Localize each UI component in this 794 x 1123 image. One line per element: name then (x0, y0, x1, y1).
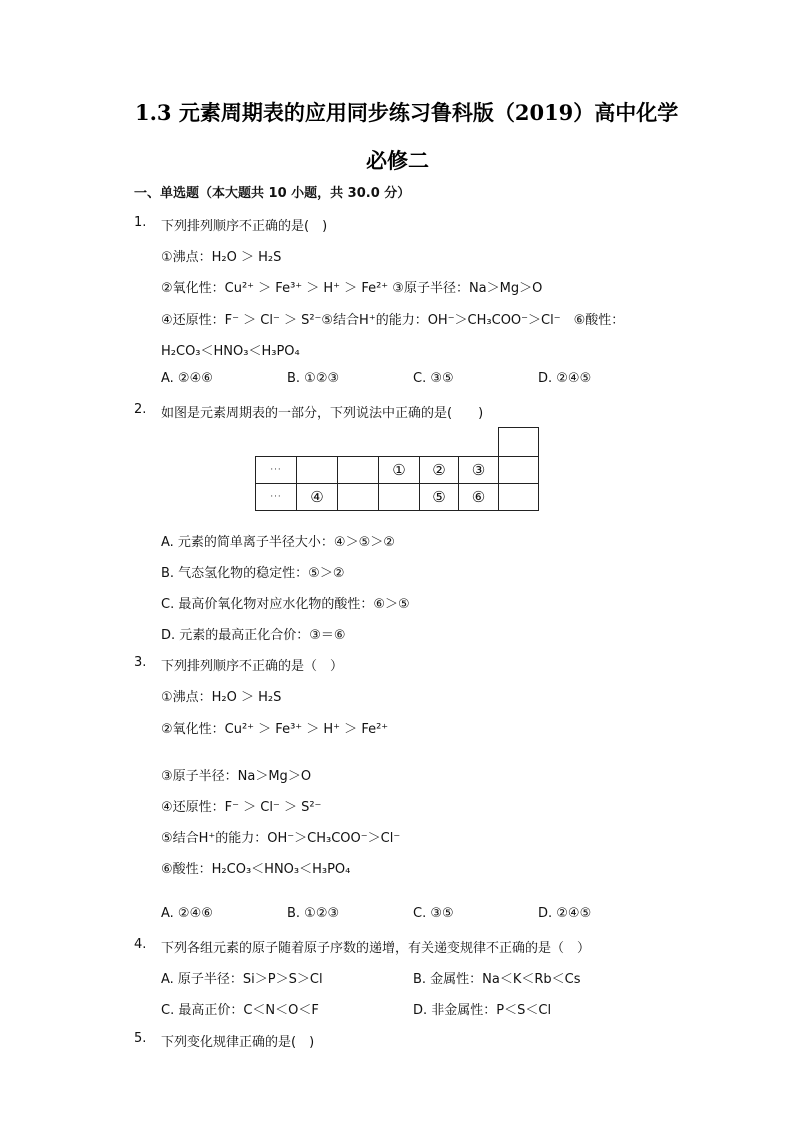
question-stem: 下列排列顺序不正确的是（ ） (161, 659, 344, 674)
periodic-table-fragment (255, 427, 539, 511)
document-title-line1: 1.3 元素周期表的应用同步练习鲁科版（2019）高中化学 (135, 100, 679, 125)
table-cell-empty (498, 456, 539, 484)
question-number: 4. (134, 937, 147, 952)
table-cell-empty (498, 483, 539, 511)
table-cell-ellipsis: ··· (255, 456, 297, 484)
option-c[interactable]: C. ③⑤ (413, 906, 454, 921)
statement-line: ⑥酸性：H₂CO₃＜HNO₃＜H₃PO₄ (161, 862, 351, 877)
table-cell-element-4: ④ (296, 483, 338, 511)
question-stem: 下列变化规律正确的是( ) (161, 1035, 315, 1050)
statement-line: ②氧化性：Cu²⁺ ＞ Fe³⁺ ＞ H⁺ ＞ Fe²⁺ ③原子半径：Na＞Mg＞O (161, 281, 543, 296)
question-stem: 下列排列顺序不正确的是( ) (161, 219, 328, 234)
option-b[interactable]: B. ①②③ (287, 371, 340, 386)
table-cell-empty (498, 427, 539, 457)
table-cell-element-5: ⑤ (419, 483, 459, 511)
option-c[interactable]: C. ③⑤ (413, 371, 454, 386)
option-b[interactable]: B. ①②③ (287, 906, 340, 921)
option-b[interactable]: B. 金属性：Na＜K＜Rb＜Cs (413, 972, 581, 987)
option-a[interactable]: A. 原子半径：Si＞P＞S＞Cl (161, 972, 323, 987)
statement-line: ②氧化性：Cu²⁺ ＞ Fe³⁺ ＞ H⁺ ＞ Fe²⁺ (161, 722, 389, 737)
table-cell-empty (378, 483, 420, 511)
section-header: 一、单选题（本大题共 10 小题，共 30.0 分） (134, 186, 411, 201)
statement-line: ①沸点：H₂O ＞ H₂S (161, 250, 282, 265)
statement-line: ③原子半径：Na＞Mg＞O (161, 769, 312, 784)
option-b[interactable]: B. 气态氢化物的稳定性：⑤＞② (161, 566, 345, 581)
option-c[interactable]: C. 最高价氧化物对应水化物的酸性：⑥＞⑤ (161, 597, 410, 612)
statement-line: ⑤结合H⁺的能力：OH⁻＞CH₃COO⁻＞Cl⁻ (161, 831, 401, 846)
statement-line: ④还原性：F⁻ ＞ Cl⁻ ＞ S²⁻ (161, 800, 322, 815)
option-c[interactable]: C. 最高正价：C＜N＜O＜F (161, 1003, 319, 1018)
statement-line: H₂CO₃＜HNO₃＜H₃PO₄ (161, 344, 300, 359)
table-cell-ellipsis: ··· (255, 483, 297, 511)
question-number: 5. (134, 1031, 147, 1046)
option-a[interactable]: A. ②④⑥ (161, 906, 213, 921)
option-a[interactable]: A. ②④⑥ (161, 371, 213, 386)
table-cell-element-1: ① (378, 456, 420, 484)
table-cell-element-6: ⑥ (458, 483, 499, 511)
table-cell-empty (337, 456, 379, 484)
question-number: 3. (134, 655, 147, 670)
table-cell-element-2: ② (419, 456, 459, 484)
option-d[interactable]: D. 非金属性：P＜S＜Cl (413, 1003, 552, 1018)
statement-line: ④还原性：F⁻ ＞ Cl⁻ ＞ S²⁻⑤结合H⁺的能力：OH⁻＞CH₃COO⁻＞Cl⁻ ⑥酸性： (161, 313, 625, 328)
option-d[interactable]: D. 元素的最高正化合价：③＝⑥ (161, 628, 346, 643)
statement-line: ①沸点：H₂O ＞ H₂S (161, 690, 282, 705)
option-d[interactable]: D. ②④⑤ (538, 371, 592, 386)
question-number: 2. (134, 402, 147, 417)
option-d[interactable]: D. ②④⑤ (538, 906, 592, 921)
table-cell-empty (337, 483, 379, 511)
option-a[interactable]: A. 元素的简单离子半径大小：④＞⑤＞② (161, 535, 395, 550)
table-cell-element-3: ③ (458, 456, 499, 484)
document-title-line2: 必修二 (366, 148, 429, 173)
question-stem: 如图是元素周期表的一部分，下列说法中正确的是( ) (161, 406, 484, 421)
question-number: 1. (134, 215, 147, 230)
table-cell-empty (296, 456, 338, 484)
question-stem: 下列各组元素的原子随着原子序数的递增，有关递变规律不正确的是（ ） (161, 941, 591, 956)
